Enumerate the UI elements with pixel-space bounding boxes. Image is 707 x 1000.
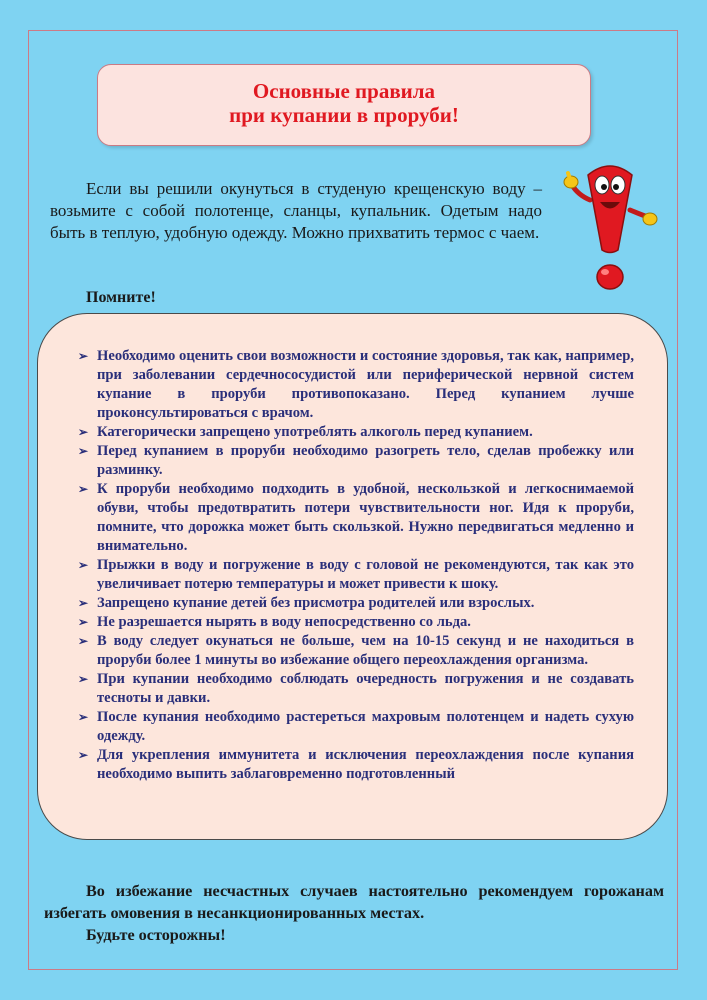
- arrow-bullet-icon: ➢: [78, 482, 89, 496]
- careful-text: Будьте осторожны!: [86, 926, 226, 944]
- rules-panel: [37, 313, 668, 840]
- list-item: ➢ Перед купанием в проруби необходимо разогреть тело, сделав пробежку или разминку.: [78, 443, 634, 478]
- warning-text: Во избежание несчастных случаев настоятельно рекомендуем горожанам избегать омовения в несанкционированных местах.: [44, 882, 664, 922]
- arrow-bullet-icon: ➢: [78, 672, 89, 686]
- arrow-bullet-icon: ➢: [78, 349, 89, 363]
- title-banner: [97, 64, 591, 146]
- arrow-bullet-icon: ➢: [78, 634, 89, 648]
- list-item: ➢ Категорически запрещено употреблять алкоголь перед купанием.: [78, 424, 533, 440]
- list-item: ➢ При купании необходимо соблюдать очередность погружения и не создавать тесноты и давки.: [78, 671, 634, 706]
- list-item: ➢ К проруби необходимо подходить в удобной, нескользкой и легкоснимаемой обуви, чтобы предотвратить потери чувствительности ног. Идя к проруби, помните, что дорожка может быть скользкой. Нужно передвигаться медленно и внимательно.: [78, 481, 634, 554]
- intro-paragraph: Если вы решили окунуться в студеную крещенскую воду – возьмите с собой полотенце, сланцы, купальник. Одетым надо быть в теплую, удобную одежду. Можно прихватить термос с чаем.: [50, 179, 542, 242]
- arrow-bullet-icon: ➢: [78, 615, 89, 629]
- arrow-bullet-icon: ➢: [78, 710, 89, 724]
- title-line-2: при купании в проруби!: [229, 103, 459, 127]
- list-item: ➢ Не разрешается нырять в воду непосредственно со льда.: [78, 614, 471, 630]
- remember-heading: Помните!: [86, 289, 156, 306]
- list-item: ➢ В воду следует окунаться не больше, чем на 10-15 секунд и не находиться в проруби более 1 минуты во избежание общего переохлаждения организма.: [78, 633, 634, 668]
- title-line-1: Основные правила: [252, 79, 436, 103]
- list-item: ➢ Запрещено купание детей без присмотра родителей или взрослых.: [78, 595, 535, 611]
- arrow-bullet-icon: ➢: [78, 596, 89, 610]
- list-item: ➢ Необходимо оценить свои возможности и состояние здоровья, так как, например, при заболевании сердечнососудистой или периферической нервной систем купание в проруби противопоказано. Перед купанием лучше проконсультироваться с врачом.: [78, 348, 634, 421]
- arrow-bullet-icon: ➢: [78, 425, 89, 439]
- arrow-bullet-icon: ➢: [78, 748, 89, 762]
- arrow-bullet-icon: ➢: [78, 558, 89, 572]
- arrow-bullet-icon: ➢: [78, 444, 89, 458]
- list-item: ➢ Для укрепления иммунитета и исключения переохлаждения после купания необходимо выпить заблаговременно подготовленный: [78, 747, 634, 782]
- rules-list: [78, 347, 634, 784]
- exclamation-mascot-icon: [560, 155, 660, 295]
- list-item: ➢ После купания необходимо растереться махровым полотенцем и надеть сухую одежду.: [78, 709, 634, 744]
- footer-warning: [44, 880, 664, 946]
- list-item: ➢ Прыжки в воду и погружение в воду с головой не рекомендуются, так как это увеличивает потерю температуры и может привести к шоку.: [78, 557, 634, 592]
